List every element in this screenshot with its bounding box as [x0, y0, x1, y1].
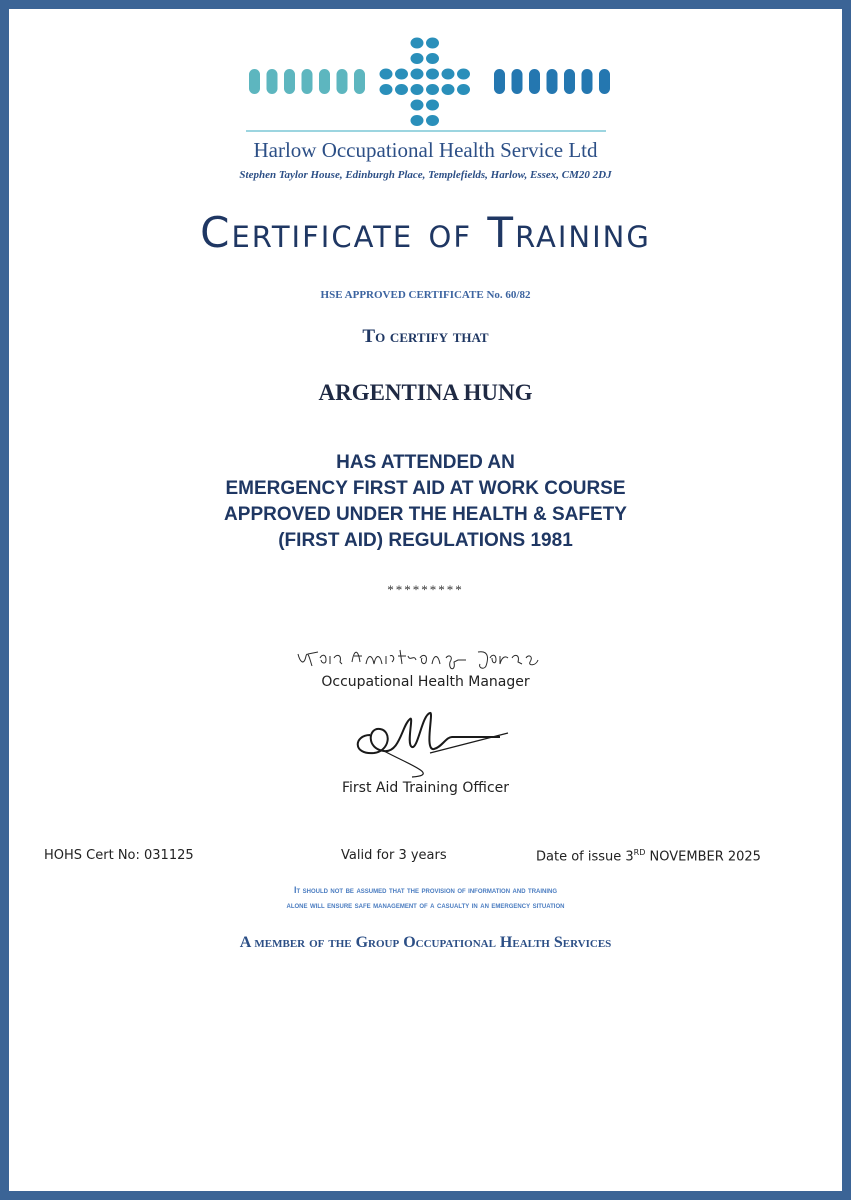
statement-line: HAS ATTENDED AN — [336, 452, 515, 473]
logo-bar — [564, 69, 575, 94]
logo-bar — [249, 69, 260, 94]
logo-dot — [426, 68, 439, 79]
validity: Valid for 3 years — [341, 848, 447, 863]
company-logo — [0, 0, 851, 140]
logo-dot — [426, 37, 439, 48]
company-address: Stephen Taylor House, Edinburgh Place, Templefields, Harlow, Essex, CM20 2DJ — [239, 169, 612, 181]
logo-dot — [426, 53, 439, 64]
member-statement: A member of the Group Occupational Health Services — [239, 934, 612, 951]
logo-dot — [380, 84, 393, 95]
course-statement — [0, 450, 851, 554]
statement-line: EMERGENCY FIRST AID AT WORK COURSE — [225, 478, 626, 499]
logo-left-bars — [249, 69, 365, 94]
logo-bar — [494, 69, 505, 94]
logo-dot — [395, 68, 408, 79]
officer-role: First Aid Training Officer — [341, 780, 510, 796]
logo-bar — [512, 69, 523, 94]
logo-dot — [411, 115, 424, 126]
logo-dot — [411, 53, 424, 64]
statement-line: APPROVED UNDER THE HEALTH & SAFETY — [224, 504, 627, 525]
logo-bar — [529, 69, 540, 94]
cert-number: HOHS Cert No: 031125 — [44, 848, 194, 863]
logo-dot — [380, 68, 393, 79]
logo-dot — [426, 115, 439, 126]
logo-bar — [267, 69, 278, 94]
certify-text: To certify that — [362, 326, 489, 347]
issue-date — [536, 848, 761, 864]
logo-dot — [411, 99, 424, 110]
officer-signature — [340, 705, 520, 785]
manager-role: Occupational Health Manager — [321, 674, 530, 690]
logo-bar — [319, 69, 330, 94]
logo-dot — [426, 84, 439, 95]
disclaimer-line: It should not be assumed that the provision of information and training — [293, 885, 558, 895]
manager-signature — [290, 640, 570, 676]
logo-dot — [442, 68, 455, 79]
logo-dot — [457, 68, 470, 79]
disclaimer-line: alone will ensure safe management of a casualty in an emergency situation — [286, 900, 565, 910]
logo-right-bars — [494, 69, 610, 94]
logo-bar — [354, 69, 365, 94]
logo-bar — [284, 69, 295, 94]
issue-date-ordinal: RD — [633, 848, 646, 857]
separator-stars: ********* — [387, 582, 464, 597]
statement-line: (FIRST AID) REGULATIONS 1981 — [278, 530, 573, 551]
certificate-title: Certificate of Training — [200, 208, 651, 257]
logo-cross — [380, 37, 471, 126]
issue-date-suffix: NOVEMBER 2025 — [645, 849, 761, 865]
logo-dot — [411, 68, 424, 79]
logo-bar — [302, 69, 313, 94]
logo-dot — [442, 84, 455, 95]
logo-dot — [457, 84, 470, 95]
logo-bar — [547, 69, 558, 94]
logo-dot — [395, 84, 408, 95]
logo-bar — [582, 69, 593, 94]
logo-dot — [411, 37, 424, 48]
company-name: Harlow Occupational Health Service Ltd — [253, 138, 598, 162]
logo-bar — [599, 69, 610, 94]
recipient-name: ARGENTINA HUNG — [318, 380, 533, 405]
issue-date-prefix: Date of issue 3 — [536, 849, 634, 865]
logo-dot — [426, 99, 439, 110]
logo-bar — [337, 69, 348, 94]
hse-approval: HSE APPROVED CERTIFICATE No. 60/82 — [320, 289, 531, 301]
disclaimer — [0, 883, 851, 913]
logo-dot — [411, 84, 424, 95]
